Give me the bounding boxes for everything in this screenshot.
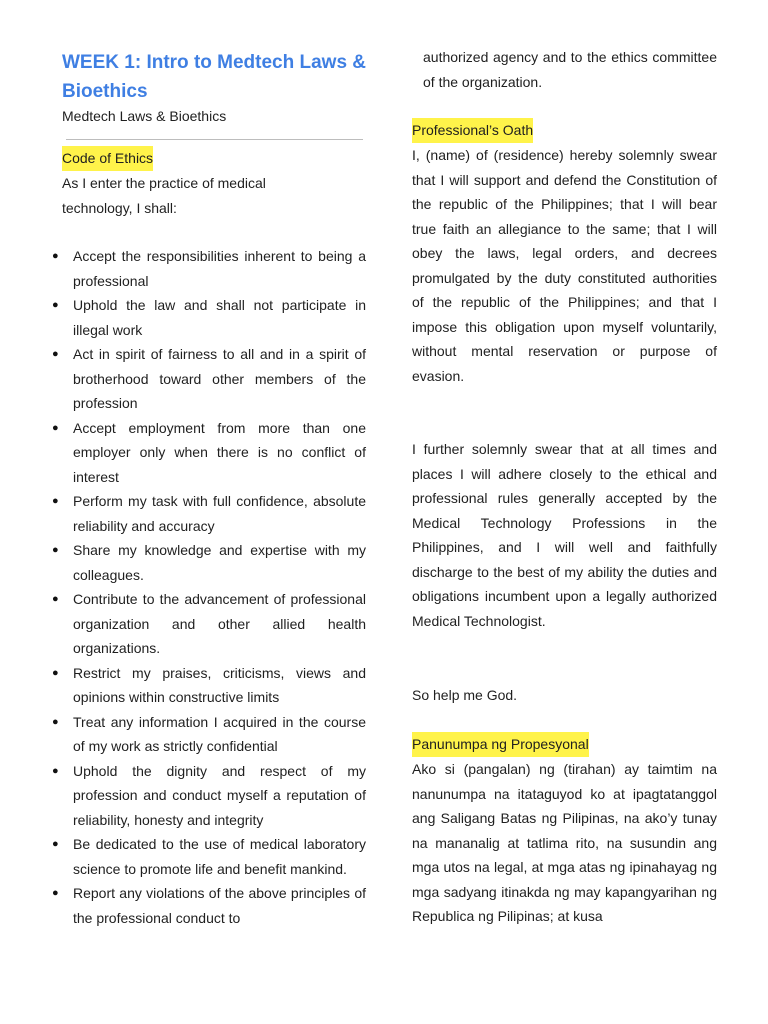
- list-item-text: Perform my task with full confidence, absolute reliability and accuracy: [73, 493, 366, 534]
- list-item: [52, 538, 366, 587]
- section-heading-panunumpa: [412, 732, 589, 757]
- list-item: [52, 293, 366, 342]
- continuation-paragraph: authorized agency and to the ethics committee of the organization.: [423, 49, 717, 90]
- list-item: [52, 881, 366, 930]
- list-item: [52, 416, 366, 490]
- list-item-text: Report any violations of the above principles of the professional conduct to: [73, 885, 366, 926]
- list-item: [52, 832, 366, 881]
- intro-paragraph: As I enter the practice of medical technology, I shall:: [62, 175, 266, 216]
- oath-paragraph-2: I further solemnly swear that at all times and places I will adhere closely to the ethical and professional rules generally accepted by the Medical Technology Professions in the Philippines, and I will well and faithfully discharge to the best of my ability the duties and obligations incumbent upon a legally authorized Medical Technologist.: [412, 441, 717, 629]
- bullet-icon: ●: [52, 666, 59, 679]
- bullet-icon: ●: [52, 764, 59, 777]
- bullet-icon: ●: [52, 348, 59, 360]
- list-item: [52, 661, 366, 710]
- list-item-text: Accept the responsibilities inherent to being a professional: [73, 248, 366, 289]
- list-item: [52, 244, 366, 293]
- bullet-icon: ●: [52, 838, 59, 850]
- section-heading-professionals-oath: [412, 118, 533, 143]
- list-item-text: Uphold the dignity and respect of my profession and conduct myself a reputation of reliability, honesty and integrity: [73, 762, 366, 828]
- ethics-list: [52, 244, 366, 930]
- bullet-icon: ●: [52, 421, 59, 434]
- list-item: [52, 489, 366, 538]
- list-item: [52, 759, 366, 833]
- page-title: WEEK 1: Intro to Medtech Laws & Bioethics: [62, 52, 367, 102]
- list-item-text: Uphold the law and shall not participate in illegal work: [73, 297, 366, 338]
- bullet-icon: ●: [52, 299, 59, 311]
- oath-paragraph-1: I, (name) of (residence) hereby solemnly swear that I will support and defend the Constitution of the republic of the Philippines; that I will bear true faith an allegiance to the same; that I will obey the laws, legal orders, and decrees promulgated by the duty constituted authorities of the republic of the Philippines; and that I impose this obligation upon myself voluntarily, without mental reservation or purpose of evasion.: [412, 147, 717, 384]
- bullet-icon: ●: [52, 495, 59, 507]
- divider: [66, 139, 363, 140]
- bullet-icon: ●: [52, 887, 59, 899]
- page-subtitle: Medtech Laws & Bioethics: [62, 108, 227, 124]
- oath-closing: So help me God.: [412, 687, 518, 703]
- bullet-icon: ●: [52, 544, 59, 556]
- list-item: [52, 710, 366, 759]
- bullet-icon: ●: [52, 715, 59, 728]
- list-item: [52, 587, 366, 661]
- bullet-icon: ●: [52, 250, 59, 262]
- list-item: [52, 342, 366, 416]
- section-heading-code-of-ethics: [62, 146, 153, 171]
- heading-text: Professional’s Oath: [412, 118, 533, 143]
- panunumpa-paragraph: Ako si (pangalan) ng (tirahan) ay taimtim na nanunumpa na itataguyod ko at ipagtatanggol ang Saligang Batas ng Pilipinas, na ako’y tunay na mananalig at tatlima rito, na susundin ang mga utos na legal, at mga atas ng ipinahayag ng mga sadyang itinakda ng may kapangyarihan ng Republica ng Pilipinas; at kusa: [412, 761, 717, 924]
- list-item-text: Accept employment from more than one employer only when there is no conflict of interest: [73, 419, 366, 485]
- list-item-text: Treat any information I acquired in the course of my work as strictly confidential: [73, 713, 366, 754]
- heading-text: Code of Ethics: [62, 146, 153, 171]
- list-item-text: Share my knowledge and expertise with my colleagues.: [73, 542, 366, 583]
- list-item-text: Be dedicated to the use of medical laboratory science to promote life and benefit mankind.: [73, 836, 366, 877]
- list-item-text: Contribute to the advancement of professional organization and other allied health organizations.: [73, 591, 366, 656]
- list-item-text: Act in spirit of fairness to all and in a spirit of brotherhood toward other members of the profession: [73, 346, 366, 411]
- list-item-text: Restrict my praises, criticisms, views and opinions within constructive limits: [73, 664, 366, 705]
- bullet-icon: ●: [52, 593, 59, 605]
- heading-text: Panunumpa ng Propesyonal: [412, 732, 589, 757]
